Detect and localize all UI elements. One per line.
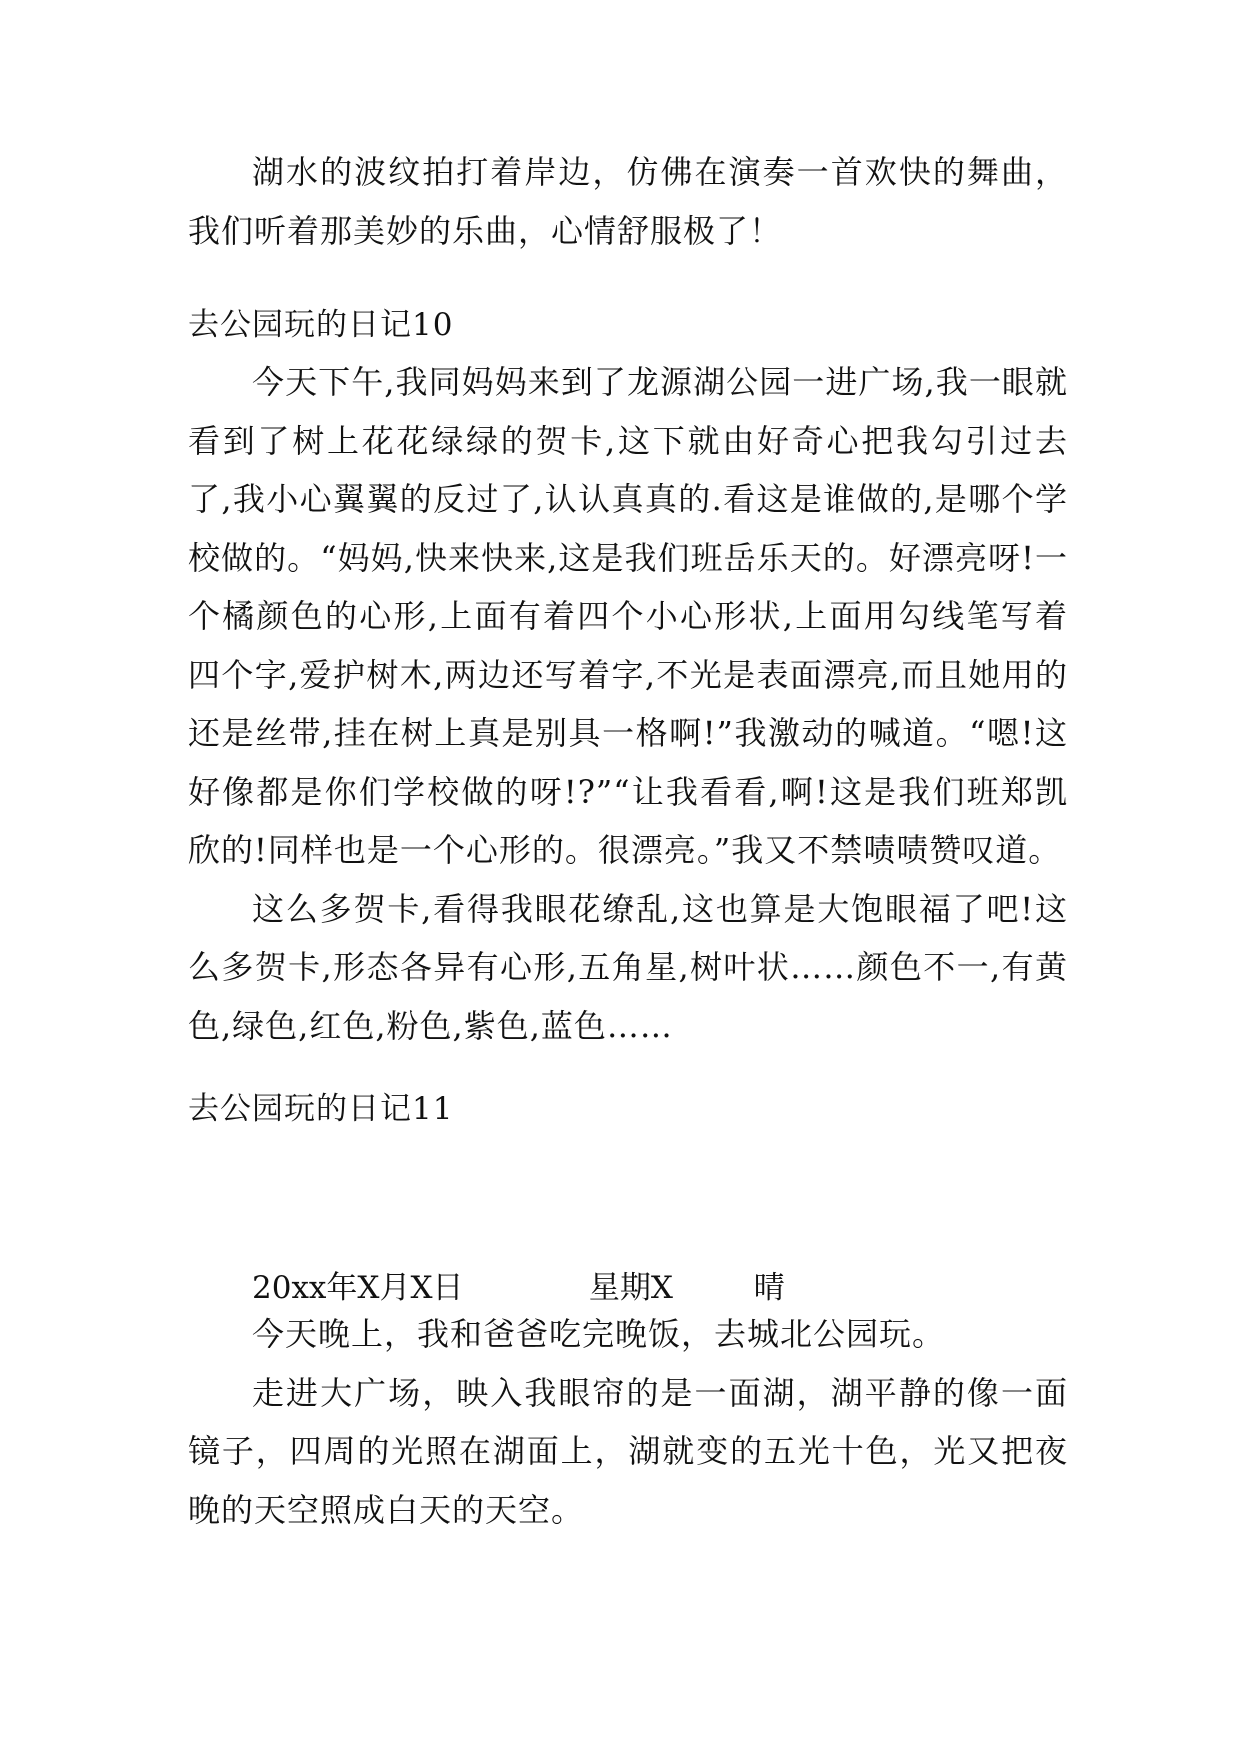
intro-section bbox=[188, 143, 1068, 260]
section-title: 去公园玩的日记10 bbox=[188, 307, 454, 343]
diary-weather: 晴 bbox=[753, 1270, 785, 1306]
section-title: 去公园玩的日记11 bbox=[188, 1091, 454, 1127]
paragraph: 今天下午,我同妈妈来到了龙源湖公园一进广场,我一眼就看到了树上花花绿绿的贺卡,这下就由好奇心把我勾引过去了,我小心翼翼的反过了,认认真真的.看这是谁做的,是哪个学校做的。“妈妈,快来快来,这是我们班岳乐天的。好漂亮呀!一个橘颜色的心形,上面有着四个小心形状,上面用勾线笔写着四个字,爱护树木,两边还写着字,不光是表面漂亮,而且她用的还是丝带,挂在树上真是别具一格啊!”我激动的喊道。“嗯!这好像都是你们学校做的呀!?”“让我看看,啊!这是我们班郑凯欣的!同样也是一个心形的。很漂亮。”我又不禁啧啧赞叹道。 bbox=[188, 363, 1068, 869]
diary-date: 20xx年X月X日 bbox=[252, 1270, 464, 1306]
date-line bbox=[252, 1268, 785, 1308]
paragraph: 湖水的波纹拍打着岸边，仿佛在演奏一首欢快的舞曲，我们听着那美妙的乐曲，心情舒服极了！ bbox=[188, 153, 1068, 250]
paragraph: 走进大广场，映入我眼帘的是一面湖，湖平静的像一面镜子，四周的光照在湖面上，湖就变的五光十色，光又把夜晚的天空照成白天的天空。 bbox=[188, 1373, 1068, 1529]
paragraph: 这么多贺卡,看得我眼花缭乱,这也算是大饱眼福了吧!这么多贺卡,形态各异有心形,五角星,树叶状……颜色不一,有黄色,绿色,红色,粉色,紫色,蓝色…… bbox=[188, 889, 1068, 1045]
diary11-body bbox=[188, 1305, 1068, 1539]
paragraph: 今天晚上，我和爸爸吃完晚饭，去城北公园玩。 bbox=[252, 1315, 946, 1353]
diary-weekday: 星期X bbox=[588, 1270, 673, 1306]
diary10-body bbox=[188, 353, 1068, 1055]
